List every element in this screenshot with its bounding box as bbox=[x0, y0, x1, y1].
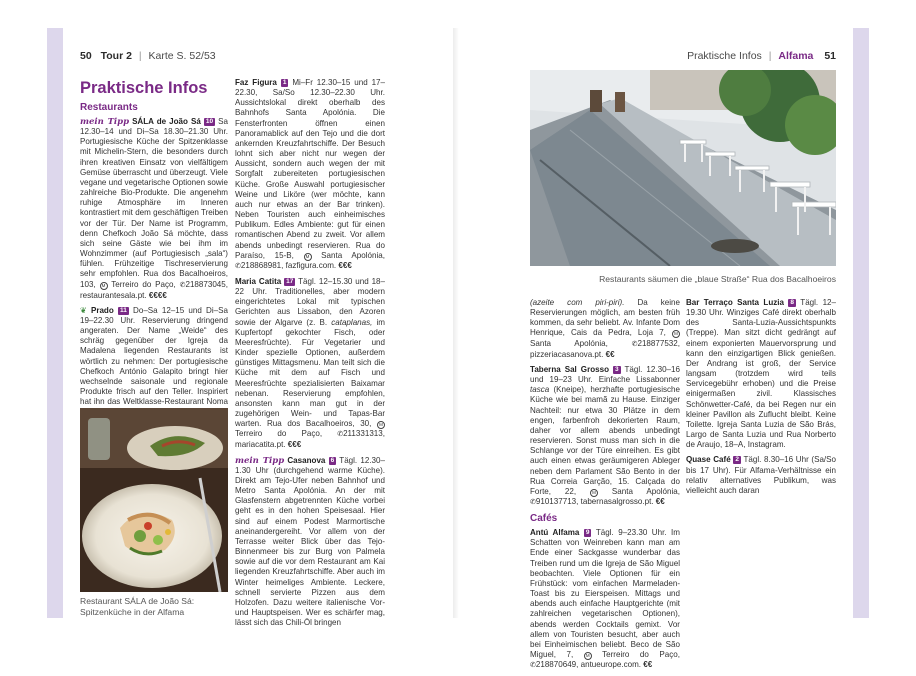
metro-icon: M bbox=[590, 489, 598, 497]
left-column-2 bbox=[235, 78, 385, 633]
map-number-badge: 3 bbox=[615, 365, 619, 373]
map-number-badge: 9 bbox=[585, 529, 590, 537]
phone-icon: ✆ bbox=[179, 281, 186, 289]
phone-icon: ✆ bbox=[337, 431, 344, 439]
restaurants-heading: Restaurants bbox=[80, 102, 138, 113]
area-label: Alfama bbox=[778, 50, 814, 62]
entry-antu-alfama: Antú Alfama 9 Tägl. 9–23.30 Uhr. Im Schatten von Weinreben kann man am Ende einer Sackgasse wunderbar das Treiben rund um die Igreja de São Miguel beobachten. Viele Optionen für ein Frühstück: vom einfachen Marmeladen-Toast bis zu Eierspeisen. Mittags und abends auch einfache Hauptgerichte (mit zahlreichen vegetarischen Optionen), abends werden Cocktails gemixt. Vor allem von Touristen besucht, aber auch bei Einheimischen beliebt. Beco de São Miguel, 7, M Terreiro do Paço, ✆218870649, antueurope.com. €€ bbox=[530, 528, 680, 670]
mein-tipp-badge: mein Tipp bbox=[80, 117, 130, 127]
food-photo bbox=[80, 408, 228, 592]
right-page bbox=[463, 28, 853, 670]
entry-bar-terraco: Bar Terraço Santa Luzia 8 Tägl. 12–19.30 Uhr. Winziges Café direkt oberhalb des Santa-Luzia-Aussichtspunkts (Treppe). Man sitzt dicht gedrängt auf einem exponierten Mauervorsprung und kann den einzigartigen Blick genießen. Der Andrang ist groß, der Service langsam (trotzdem wird teils Servicegebühr erhoben) und die Preise einigermaßen zivil. Klassisches Schönwetter-Café, da bei Regen nur ein kleiner Pavillon als Zuflucht bleibt. Keine Toilette. Igreja Santa Luzia de São Brás, Largo de Santa Luzia und Rua Norberto de Araujo, 18–A, Instagram. bbox=[686, 298, 836, 450]
phone-icon: ✆ bbox=[530, 662, 536, 670]
left-page-number: 50 bbox=[80, 50, 92, 62]
metro-icon: M bbox=[304, 253, 312, 261]
right-column-1 bbox=[530, 298, 680, 676]
map-number-badge: 6 bbox=[330, 456, 335, 464]
entry-maria-catita: Maria Catita 17 Tägl. 12–15.30 und 18–22 Uhr. Traditionelles, aber modern eingerichtetes Lokal mit typischen Gerichten aus Lissabon, den Azoren sowie der Algarve (z. B. cataplanas, im Kupfertopf gekochter Fisch, oder Meeresfrüchte). Für Vegetarier und Kinder spezielle Optionen, außerdem günstiges Mittagsmenu. Man teilt sich die Küche mit dem auf Fisch und Meeresfrüchte spezialisierten Baixamar nebenan. Reservierung empfohlen, ansonsten kann man gut in der zugehörigen Wein- und Tapas-Bar warten. Rua dos Bacalhoeiros, 30, M Terreiro do Paço, ✆211331313, mariacatita.pt. €€€ bbox=[235, 276, 386, 450]
entry-faz-figura: Faz Figura 1 Mi–Fr 12.30–15 und 17–22.30, Sa/So 12.30–22.30 Uhr. Aussichtslokal direkt oberhalb des Bahnhofs Santa Apolónia. Die Fensterfronten öffnen einen Panoramablick auf den Tejo und die dort ankernden Kreuzfahrtschiffe. Der Besuch lohnt sich aber nicht nur wegen der Aussicht, sondern auch wegen der mit Sorgfalt zubereiteten portugiesischen Küche. Große Auswahl portugiesischer Weine und Liköre (wer möchte, kann auch nur etwas an der Bar trinken). Neben Touristen auch einheimisches Publikum. Edles Ambiente: gut für einen romantischen Abend zu zweit. Vor allem abends unbedingt reservieren. Rua do Paraíso, 15-B, M Santa Apolónia, ✆218868981, fazfigura.com. €€€ bbox=[235, 78, 385, 270]
entry-casanova: mein Tipp Casanova 6 Tägl. 12.30–1.30 Uhr (durchgehend warme Küche). Direkt am Tejo-Ufer neben Bahnhof und Metro Santa Apolónia. An der mit Glasfenstern abgetrennten Küche vorbei geht es in den hohen Speisesaal. Hier sind auf einem Podest Marmortische aneinandergereiht. Vor allem von der Terrasse weiter Blick über das Tejo-Binnenmeer bis zur Burg von Palmela sowie auf die vor dem Restaurant am Kai liegenden Kreuzfahrtschiffe. Aber auch im Winter heimeliges Ambiente. Leckere, schnell servierte Pizzen aus dem Holzofen. Dazu weitere italienische Vor- und Hauptspeisen. Wer es schärfer mag, lässt sich das Chili-Öl bringen bbox=[235, 455, 385, 628]
metro-icon: M bbox=[584, 652, 592, 660]
street-photo-image bbox=[530, 70, 836, 266]
phone-icon: ✆ bbox=[530, 498, 536, 506]
photo-caption-right: Restaurants säumen die „blaue Straße“ Rua dos Bacalhoeiros bbox=[599, 274, 836, 284]
phone-icon: ✆ bbox=[235, 262, 241, 270]
entry-prado: ❦ Prado 11 Do–Sa 12–15 und Di–Sa 19–22.30 Uhr. Reservierung dringend angeraten. Der Name „Weide“ des schräg gegenüber der Igreja da Madalena liegenden Restaurants ist wörtlich zu nehmen: Der portugiesische Chefkoch António Galapito bringt hier wechselnde saisonale und regionale Produkte frisch auf den Teller. Inspiriert hat ihn das Weltklasse-Restaurant Noma bbox=[80, 306, 228, 541]
metro-icon: M bbox=[377, 421, 385, 429]
mein-tipp-badge: mein Tipp bbox=[235, 455, 285, 466]
food-photo-image bbox=[80, 408, 228, 592]
map-number-badge: 1 bbox=[282, 79, 287, 86]
map-number-badge: 10 bbox=[205, 118, 214, 125]
photo-caption-left: Restaurant SÁLA de João Sá: Spitzenküche in der Alfama bbox=[80, 596, 195, 617]
tour-label: Tour 2 bbox=[100, 50, 132, 62]
cafes-heading: Cafés bbox=[530, 513, 558, 525]
entry-casanova-cont: (azeite com piri-piri). Da keine Reservierungen möglich, am besten früh kommen, da sehr beliebt. Av. Infante Dom Henrique, Cais da Pedra, Loja 7, M Santa Apolónia, ✆218877532, pizzeriacasanova.pt. €€ bbox=[530, 298, 680, 359]
phone-icon: ✆ bbox=[631, 340, 638, 348]
section-label: Praktische Infos bbox=[687, 50, 762, 62]
entry-taberna-sal-grosso: Taberna Sal Grosso 3 Tägl. 12.30–16 und 19–23 Uhr. Einfache Lissabonner tasca (Kneipe), herzhafte portugiesische Küche wie bei mamã zu Hause. Einziger Nachteil: nur etwa 30 Plätze in dem engen, farbenfroh dekorierten Raum, daher vor allem abends unbedingt reservieren. Sonst muss man sich in die Schlange vor der Türe einreihen. Es gibt auch einen etwas geräumigeren Ableger neben dem Parlament São Bento in der Rua Correia Garção, 15. Calçada do Forte, 22, M Santa Apolónia, ✆910137713, tabernasalgrosso.pt. €€ bbox=[530, 364, 680, 506]
left-page bbox=[63, 28, 453, 628]
page-title: Praktische Infos bbox=[80, 79, 208, 97]
map-number-badge: 2 bbox=[735, 456, 739, 464]
left-running-header: 50 Tour 2 | Karte S. 52/53 bbox=[80, 50, 216, 62]
page-edge-right bbox=[853, 28, 869, 618]
right-running-header: Praktische Infos | Alfama 51 bbox=[687, 50, 836, 62]
map-number-badge: 17 bbox=[286, 277, 294, 285]
entry-sala: mein Tipp SÁLA de João Sá 10 Sa 12.30–14 und Di–Sa 18.30–21.30 Uhr. Portugiesische Küche der Spitzenklasse mit Michelin-Stern, die besonders durch ihren kreativen Einsatz von vielfältigem Gemüse überrascht und überzeugt. Viele vegane und vegetarische Optionen sowie zahlreiche Bio-Produkte. Die angenehm ruhige Atmosphäre im Inneren kontrastiert mit dem geschäftigen Treiben vor der Tür. Der Name ist Programm, denn Chefkoch João Sá möchte, dass sich seine Gäste wie bei ihm im Wohnzimmer (auf Portugiesisch „sala“) fühlen. Frühzeitige Tischreservierung sehr empfohlen. Rua dos Bacalhoeiros, 103, M Terreiro do Paço, ✆218873045, restaurantesala.pt. €€€€ bbox=[80, 117, 228, 300]
leaf-icon: ❦ bbox=[80, 305, 87, 315]
map-number-badge: 11 bbox=[119, 306, 127, 314]
street-photo bbox=[530, 70, 836, 266]
entry-quase-cafe: Quase Café 2 Tägl. 8.30–16 Uhr (Sa/So bis 17 Uhr). Für Alfama-Verhältnisse ein relativ alternatives Publikum, was vielleicht auch daran bbox=[686, 455, 836, 495]
page-edge-left bbox=[47, 28, 63, 618]
map-number-badge: 8 bbox=[790, 299, 795, 306]
metro-icon: M bbox=[100, 282, 108, 290]
metro-icon: M bbox=[672, 330, 680, 338]
book-gutter bbox=[453, 28, 463, 618]
right-page-number: 51 bbox=[824, 50, 836, 62]
map-reference: Karte S. 52/53 bbox=[148, 50, 216, 62]
right-column-2 bbox=[686, 298, 836, 501]
